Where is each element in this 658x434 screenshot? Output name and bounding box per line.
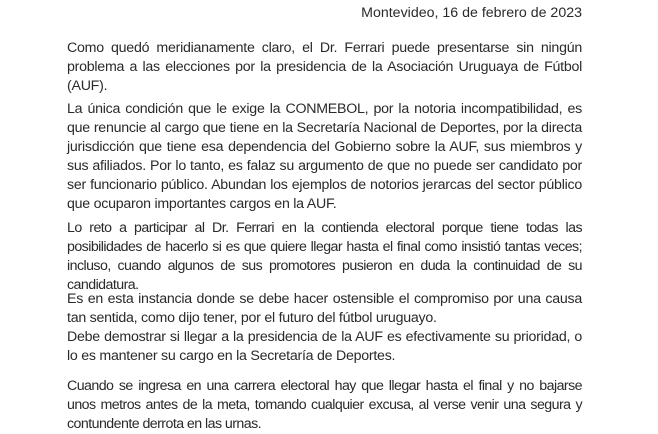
paragraph-3: Lo reto a participar al Dr. Ferrari en la contienda electoral porque tiene todas las posibilidades de hacerlo si es que quiere llegar hasta el final como insistió tantas veces; incluso, cuando algunos de sus promotores pusieron en duda la continuidad de su candidatura. [67,220,582,294]
paragraph-6: Cuando se ingresa en una carrera electoral hay que llegar hasta el final y no bajarse unos metros antes de la meta, tomando cualquier excusa, al verse venir una segura y contundente derrota en las urnas. [67,378,582,433]
paragraph-5: Debe demostrar si llegar a la presidencia de la AUF es efectivamente su prioridad, o lo es mantener su cargo en la Secretaría de Deportes. [67,329,582,365]
paragraph-1: Como quedó meridianamente claro, el Dr. Ferrari puede presentarse sin ningún problema a las elecciones por la presidencia de la Asociación Uruguaya de Fútbol (AUF). [67,40,582,95]
paragraph-2: La única condición que le exige la CONMEBOL, por la notoria incompatibilidad, es que renuncie al cargo que tiene en la Secretaría Nacional de Deportes, por la directa jurisdicción que tiene esa dependencia del Gobierno sobre la AUF, sus miembros y sus afiliados. Por lo tanto, es falaz su argumento de que no puede ser candidato por ser funcionario público. Abundan los ejemplos de notorios jerarcas del sector público que ocuparon importantes cargos en la AUF. [67,101,582,213]
letter-date: Montevideo, 16 de febrero de 2023 [361,5,582,21]
paragraph-4: Es en esta instancia donde se debe hacer ostensible el compromiso por una causa tan sentida, como dijo tener, por el futuro del fútbol uruguayo. [67,291,582,327]
